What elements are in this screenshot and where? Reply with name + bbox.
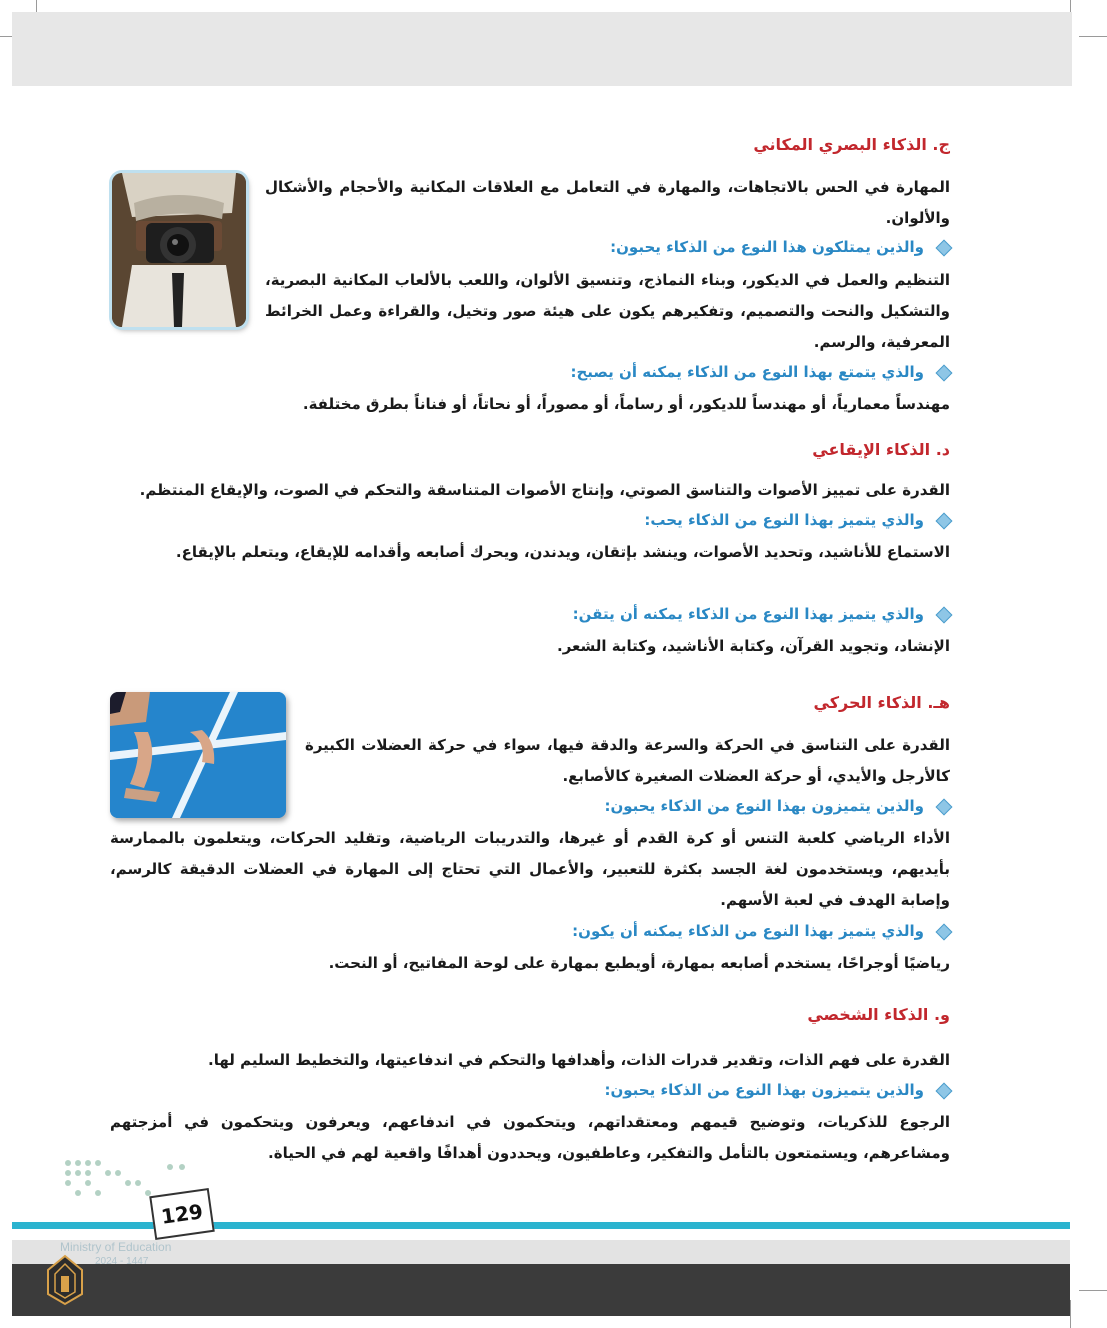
diamond-bullet-icon bbox=[936, 239, 953, 256]
diamond-bullet-icon bbox=[936, 798, 953, 815]
rhythmic-definition: القدرة على تمييز الأصوات والتناسق الصوتي، وإنتاج الأصوات المتناسقة والتحكم في الصوت، والإيقاع المنتظم. bbox=[139, 481, 950, 499]
spatial-definition: المهارة في الحس بالاتجاهات، والمهارة في التعامل مع العلاقات المكانية والأحجام والأشكال والألوان. bbox=[265, 178, 950, 227]
ministry-emblem-icon bbox=[42, 1254, 88, 1306]
intrapersonal-loves-text: الرجوع للذكريات، وتوضيح قيمهم ومعتقداتهم، ويتحكمون في اندفاعهم، ويعرفون ويتحكمون في أمزجتهم ومشاعرهم، ويستمتعون بالتأمل والتفكير، وعاطفيون، ويحددون أهدافًا واقعية لهم في الحياة. bbox=[110, 1113, 950, 1162]
intrapersonal-definition: القدرة على فهم الذات، وتقدير قدرات الذات، وأهدافها والتحكم في اندفاعيتها، والتخطيط السليم لها. bbox=[208, 1051, 950, 1069]
section-heading-intrapersonal: و. الذكاء الشخصي bbox=[807, 1005, 950, 1024]
spatial-become-label: والذي يتمتع بهذا النوع من الذكاء يمكنه أن يصبح: bbox=[570, 363, 950, 381]
footer-dark-band bbox=[12, 1264, 1070, 1316]
kinesthetic-become-label: والذي يتميز بهذا النوع من الذكاء يمكنه أن يكون: bbox=[572, 922, 950, 940]
rhythmic-master-label: والذي يتميز بهذا النوع من الذكاء يمكنه أن يتقن: bbox=[573, 605, 950, 623]
crop-mark bbox=[1079, 36, 1107, 37]
intrapersonal-loves-label: والذين يتميزون بهذا النوع من الذكاء يحبون: bbox=[604, 1081, 950, 1099]
rhythmic-master-text: الإنشاد، وتجويد القرآن، وكتابة الأناشيد، وكتابة الشعر. bbox=[557, 637, 950, 655]
diamond-bullet-icon bbox=[936, 923, 953, 940]
document-page bbox=[110, 125, 950, 1185]
kinesthetic-become-text: رياضيًا أوجراحًا، يستخدم أصابعه بمهارة، أويطبع بمهارة على لوحة المفاتيح، أو النحت. bbox=[328, 954, 950, 972]
rhythmic-loves-label: والذي يتميز بهذا النوع من الذكاء يحب: bbox=[644, 511, 950, 529]
section-heading-kinesthetic: هـ. الذكاء الحركي bbox=[813, 693, 950, 712]
section-heading-spatial: ج. الذكاء البصري المكاني bbox=[753, 135, 950, 154]
spatial-become-text: مهندساً معمارياً، أو مهندساً للديكور، أو رساماً، أو مصوراً، أو نحاتاً، أو فناناً بطرق مختلفة. bbox=[302, 395, 950, 413]
page-number: 129 bbox=[149, 1188, 215, 1240]
kinesthetic-loves-label: والذين يتميزون بهذا النوع من الذكاء يحبون: bbox=[604, 797, 950, 815]
section-heading-rhythmic: د. الذكاء الإيقاعي bbox=[812, 440, 950, 459]
diamond-bullet-icon bbox=[936, 512, 953, 529]
ministry-year: 2024 - 1447 bbox=[95, 1256, 149, 1267]
header-band bbox=[12, 12, 1072, 86]
kinesthetic-loves-text: الأداء الرياضي كلعبة التنس أو كرة القدم أو غيرها، والتدريبات الرياضية، وتقليد الحركات، ويتعلمون بالممارسة بأيديهم، ويستخدمون لغة الجسد بكثرة للتعبير، والأعمال التي تحتاج إلى المهارة في العضلات الدقيقة كالرسم، وإصابة الهدف في لعبة الأسهم. bbox=[110, 829, 950, 909]
ministry-name: Ministry of Education bbox=[60, 1240, 172, 1254]
crop-mark bbox=[1079, 1290, 1107, 1291]
spatial-loves-text: التنظيم والعمل في الديكور، وبناء النماذج، وتنسيق الألوان، واللعب بالألعاب المكانية البصرية، والتشكيل والنحت والتصميم، وتفكيرهم يكون على هيئة صور وتخيل، والقراءة وعمل الخرائط المعرفية، والرسم. bbox=[265, 271, 950, 351]
kinesthetic-definition: القدرة على التناسق في الحركة والسرعة والدقة فيها، سواء في حركة العضلات الكبيرة كالأرجل والأيدي، أو حركة العضلات الصغيرة كالأصابع. bbox=[305, 736, 950, 785]
diamond-bullet-icon bbox=[936, 364, 953, 381]
crop-mark bbox=[1070, 1300, 1071, 1328]
diamond-bullet-icon bbox=[936, 606, 953, 623]
diamond-bullet-icon bbox=[936, 1082, 953, 1099]
rhythmic-loves-text: الاستماع للأناشيد، وتحديد الأصوات، وينشد بإتقان، ويدندن، ويحرك أصابعه وأقدامه للإيقاع، ويتعلم بالإيقاع. bbox=[175, 543, 950, 561]
spatial-loves-label: والذين يمتلكون هذا النوع من الذكاء يحبون: bbox=[610, 238, 950, 256]
